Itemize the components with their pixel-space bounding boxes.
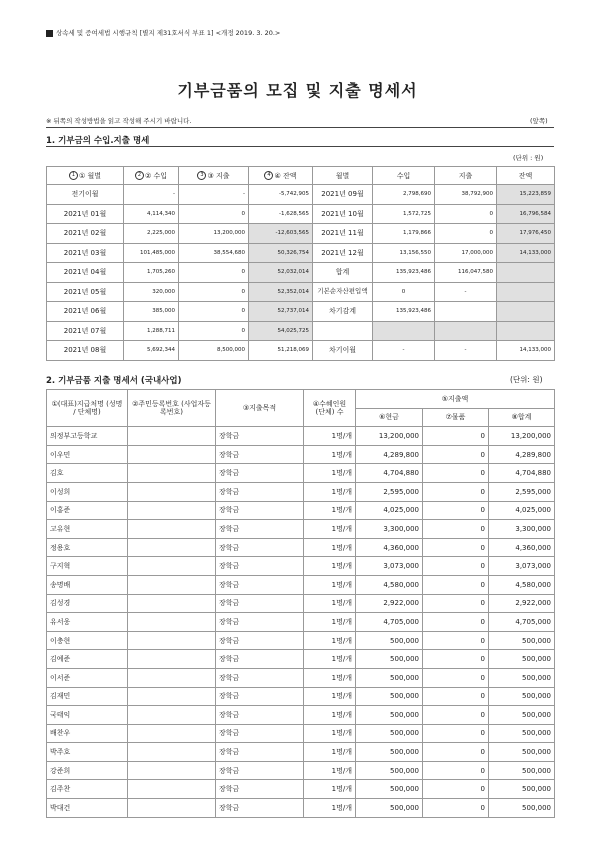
table-row <box>47 780 555 799</box>
month-cell: 2021년 08월 <box>47 341 124 361</box>
amount-cell: - <box>435 341 497 361</box>
amount-cell: 0 <box>435 204 497 224</box>
purpose-cell: 장학금 <box>216 594 304 613</box>
recipient-cell: 박주호 <box>47 743 128 762</box>
cash-cell: 4,360,000 <box>356 538 423 557</box>
total-cell: 500,000 <box>489 761 555 780</box>
registration-cell <box>128 464 216 483</box>
purpose-cell: 장학금 <box>216 780 304 799</box>
beneficiary-cell: 1명/개 <box>304 520 356 539</box>
amount-cell: 17,000,000 <box>435 243 497 263</box>
amount-cell <box>435 302 497 322</box>
month-cell: 기본순자산편입액 <box>313 282 373 302</box>
registration-cell <box>128 780 216 799</box>
amount-cell <box>497 282 555 302</box>
recipient-cell: 이충현 <box>47 631 128 650</box>
amount-cell <box>497 321 555 341</box>
month-cell: 2021년 03월 <box>47 243 124 263</box>
beneficiary-cell: 1명/개 <box>304 557 356 576</box>
registration-cell <box>128 687 216 706</box>
section2-unit: (단위: 원) <box>510 375 543 384</box>
table-row <box>47 761 555 780</box>
amount-cell: 0 <box>179 282 249 302</box>
recipient-cell: 고유현 <box>47 520 128 539</box>
amount-cell: -12,603,565 <box>249 224 313 244</box>
purpose-cell: 장학금 <box>216 445 304 464</box>
recipient-cell: 국태익 <box>47 706 128 725</box>
month-cell: 2021년 05월 <box>47 282 124 302</box>
registration-cell <box>128 445 216 464</box>
section1-unit: (단위 : 원) <box>513 154 544 162</box>
recipient-cell: 김재민 <box>47 687 128 706</box>
column-header: 잔액 <box>497 167 555 185</box>
cash-cell: 3,300,000 <box>356 520 423 539</box>
table-row <box>47 185 555 205</box>
col-label: ② 수입 <box>144 171 168 180</box>
goods-cell: 0 <box>423 538 489 557</box>
divider <box>46 127 554 128</box>
amount-cell: 0 <box>179 302 249 322</box>
recipient-cell: 송명배 <box>47 575 128 594</box>
circled-number-icon: 1 <box>69 171 78 180</box>
amount-cell: 135,923,486 <box>373 302 435 322</box>
amount-cell: 8,500,000 <box>179 341 249 361</box>
amount-cell: -5,742,905 <box>249 185 313 205</box>
goods-cell: 0 <box>423 594 489 613</box>
purpose-cell: 장학금 <box>216 520 304 539</box>
goods-cell: 0 <box>423 427 489 446</box>
goods-cell: 0 <box>423 743 489 762</box>
beneficiary-cell: 1명/개 <box>304 445 356 464</box>
recipient-cell: 정용호 <box>47 538 128 557</box>
table-row <box>47 743 555 762</box>
beneficiary-cell: 1명/개 <box>304 799 356 818</box>
circled-number-icon: 4 <box>264 171 273 180</box>
amount-cell: 52,352,014 <box>249 282 313 302</box>
table-row <box>47 631 555 650</box>
month-cell: 차기감계 <box>313 302 373 322</box>
col-label: ① 월별 <box>78 171 102 180</box>
cash-cell: 500,000 <box>356 687 423 706</box>
amount-cell: 0 <box>373 282 435 302</box>
goods-cell: 0 <box>423 706 489 725</box>
total-cell: 500,000 <box>489 631 555 650</box>
registration-cell <box>128 668 216 687</box>
amount-cell: 38,792,900 <box>435 185 497 205</box>
cash-cell: 4,580,000 <box>356 575 423 594</box>
cash-cell: 3,073,000 <box>356 557 423 576</box>
col-label: ③ 지출 <box>207 171 230 180</box>
total-cell: 13,200,000 <box>489 427 555 446</box>
recipient-cell: 이우민 <box>47 445 128 464</box>
month-cell: 2021년 09월 <box>313 185 373 205</box>
amount-cell <box>373 321 435 341</box>
cash-cell: 500,000 <box>356 650 423 669</box>
column-header <box>47 167 124 185</box>
total-cell: 500,000 <box>489 743 555 762</box>
month-cell: 2021년 02월 <box>47 224 124 244</box>
month-cell <box>313 321 373 341</box>
table-row <box>47 575 555 594</box>
registration-cell <box>128 482 216 501</box>
purpose-cell: 장학금 <box>216 724 304 743</box>
recipient-cell: 김호 <box>47 464 128 483</box>
purpose-cell: 장학금 <box>216 575 304 594</box>
purpose-cell: 장학금 <box>216 482 304 501</box>
table-row <box>47 613 555 632</box>
registration-cell <box>128 724 216 743</box>
column-header <box>124 167 179 185</box>
table-row <box>47 282 555 302</box>
amount-cell: 385,000 <box>124 302 179 322</box>
recipient-cell: 박대건 <box>47 799 128 818</box>
amount-cell: 2,798,690 <box>373 185 435 205</box>
purpose-cell: 장학금 <box>216 743 304 762</box>
beneficiary-cell: 1명/개 <box>304 464 356 483</box>
recipient-cell: 이홍준 <box>47 501 128 520</box>
registration-cell <box>128 631 216 650</box>
beneficiary-cell: 1명/개 <box>304 482 356 501</box>
registration-cell <box>128 650 216 669</box>
amount-cell: -1,628,565 <box>249 204 313 224</box>
cash-cell: 2,922,000 <box>356 594 423 613</box>
column-header <box>249 167 313 185</box>
beneficiary-cell: 1명/개 <box>304 706 356 725</box>
recipient-cell: 구지혁 <box>47 557 128 576</box>
form-reference <box>46 28 280 37</box>
goods-cell: 0 <box>423 761 489 780</box>
circled-number-icon: 3 <box>197 171 206 180</box>
cash-cell: 4,289,800 <box>356 445 423 464</box>
amount-cell: 0 <box>179 204 249 224</box>
beneficiary-cell: 1명/개 <box>304 761 356 780</box>
beneficiary-cell: 1명/개 <box>304 631 356 650</box>
recipient-cell: 유서웅 <box>47 613 128 632</box>
table-row <box>47 538 555 557</box>
amount-cell: - <box>179 185 249 205</box>
total-cell: 500,000 <box>489 799 555 818</box>
amount-cell: 13,156,550 <box>373 243 435 263</box>
month-cell: 2021년 07월 <box>47 321 124 341</box>
amount-cell: 135,923,486 <box>373 263 435 283</box>
registration-cell <box>128 538 216 557</box>
table-row <box>47 594 555 613</box>
purpose-cell: 장학금 <box>216 631 304 650</box>
total-cell: 3,300,000 <box>489 520 555 539</box>
registration-cell <box>128 743 216 762</box>
amount-cell: 320,000 <box>124 282 179 302</box>
beneficiary-cell: 1명/개 <box>304 687 356 706</box>
amount-cell: 13,200,000 <box>179 224 249 244</box>
registration-cell <box>128 520 216 539</box>
table-row <box>47 243 555 263</box>
recipient-cell: 김성경 <box>47 594 128 613</box>
total-cell: 4,704,880 <box>489 464 555 483</box>
total-cell: 4,025,000 <box>489 501 555 520</box>
table-row <box>47 224 555 244</box>
goods-cell: 0 <box>423 520 489 539</box>
beneficiary-cell: 1명/개 <box>304 780 356 799</box>
goods-cell: 0 <box>423 799 489 818</box>
purpose-cell: 장학금 <box>216 427 304 446</box>
cash-cell: 500,000 <box>356 706 423 725</box>
recipient-cell: 이서준 <box>47 668 128 687</box>
table-row <box>47 482 555 501</box>
beneficiary-cell: 1명/개 <box>304 501 356 520</box>
total-cell: 500,000 <box>489 780 555 799</box>
recipient-cell: 김예준 <box>47 650 128 669</box>
recipient-cell: 김주찬 <box>47 780 128 799</box>
table-header-row <box>47 167 555 185</box>
total-cell: 500,000 <box>489 687 555 706</box>
amount-cell <box>435 321 497 341</box>
header-recipient: ①(대표)지급처명 (성명 / 단체명) <box>47 390 128 427</box>
form-reference-text: 상속세 및 증여세법 시행규칙 [별지 제31호서식 부표 1] <개정 2019. 3. 20.> <box>56 29 281 37</box>
amount-cell: 54,025,725 <box>249 321 313 341</box>
amount-cell: 116,047,580 <box>435 263 497 283</box>
section1-title: 1. 기부금의 수입.지출 명세 <box>46 136 150 146</box>
purpose-cell: 장학금 <box>216 501 304 520</box>
beneficiary-cell: 1명/개 <box>304 724 356 743</box>
amount-cell: 15,223,859 <box>497 185 555 205</box>
amount-cell: 51,218,069 <box>249 341 313 361</box>
amount-cell: 16,796,584 <box>497 204 555 224</box>
recipient-cell: 강준희 <box>47 761 128 780</box>
cash-cell: 2,595,000 <box>356 482 423 501</box>
amount-cell: 52,032,014 <box>249 263 313 283</box>
purpose-cell: 장학금 <box>216 706 304 725</box>
registration-cell <box>128 799 216 818</box>
total-cell: 4,360,000 <box>489 538 555 557</box>
goods-cell: 0 <box>423 557 489 576</box>
header-total: ⑧합계 <box>489 408 555 427</box>
beneficiary-cell: 1명/개 <box>304 575 356 594</box>
amount-cell: 1,705,260 <box>124 263 179 283</box>
amount-cell: 4,114,340 <box>124 204 179 224</box>
header-amount-group: ⑤지출액 <box>356 390 555 409</box>
month-cell: 합계 <box>313 263 373 283</box>
registration-cell <box>128 427 216 446</box>
amount-cell: 0 <box>179 321 249 341</box>
goods-cell: 0 <box>423 724 489 743</box>
donation-expenditure-table <box>46 389 555 818</box>
amount-cell: 1,288,711 <box>124 321 179 341</box>
month-cell: 2021년 10월 <box>313 204 373 224</box>
amount-cell: 14,133,000 <box>497 341 555 361</box>
goods-cell: 0 <box>423 464 489 483</box>
total-cell: 500,000 <box>489 706 555 725</box>
table-row <box>47 668 555 687</box>
goods-cell: 0 <box>423 482 489 501</box>
beneficiary-cell: 1명/개 <box>304 538 356 557</box>
document-title: 기부금품의 모집 및 지출 명세서 <box>177 81 418 100</box>
beneficiary-cell: 1명/개 <box>304 594 356 613</box>
donation-expenditure-body <box>47 427 555 817</box>
total-cell: 4,580,000 <box>489 575 555 594</box>
amount-cell: 0 <box>179 263 249 283</box>
table-row <box>47 445 555 464</box>
table-row <box>47 520 555 539</box>
cash-cell: 13,200,000 <box>356 427 423 446</box>
registration-cell <box>128 761 216 780</box>
beneficiary-cell: 1명/개 <box>304 613 356 632</box>
amount-cell: 14,133,000 <box>497 243 555 263</box>
goods-cell: 0 <box>423 501 489 520</box>
divider <box>46 146 554 147</box>
cash-cell: 500,000 <box>356 743 423 762</box>
amount-cell: 1,572,725 <box>373 204 435 224</box>
goods-cell: 0 <box>423 650 489 669</box>
table-row <box>47 321 555 341</box>
table-row <box>47 464 555 483</box>
table-row <box>47 341 555 361</box>
amount-cell: - <box>373 341 435 361</box>
month-cell: 2021년 11월 <box>313 224 373 244</box>
purpose-cell: 장학금 <box>216 687 304 706</box>
table-row <box>47 302 555 322</box>
amount-cell: 1,179,866 <box>373 224 435 244</box>
amount-cell: - <box>435 282 497 302</box>
total-cell: 2,922,000 <box>489 594 555 613</box>
header-registration-no: ②주민등록번호 (사업자등록번호) <box>128 390 216 427</box>
purpose-cell: 장학금 <box>216 650 304 669</box>
cash-cell: 500,000 <box>356 780 423 799</box>
month-cell: 차기이월 <box>313 341 373 361</box>
cash-cell: 4,705,000 <box>356 613 423 632</box>
table-row <box>47 799 555 818</box>
amount-cell: 101,485,000 <box>124 243 179 263</box>
column-header <box>179 167 249 185</box>
recipient-cell: 배찬우 <box>47 724 128 743</box>
purpose-cell: 장학금 <box>216 668 304 687</box>
registration-cell <box>128 575 216 594</box>
header-goods: ⑦물품 <box>423 408 489 427</box>
circled-number-icon: 2 <box>135 171 144 180</box>
total-cell: 4,289,800 <box>489 445 555 464</box>
table-row <box>47 501 555 520</box>
table-row <box>47 557 555 576</box>
cash-cell: 500,000 <box>356 799 423 818</box>
total-cell: 2,595,000 <box>489 482 555 501</box>
beneficiary-cell: 1명/개 <box>304 427 356 446</box>
cash-cell: 4,704,880 <box>356 464 423 483</box>
recipient-cell: 의정부고등학교 <box>47 427 128 446</box>
goods-cell: 0 <box>423 631 489 650</box>
registration-cell <box>128 706 216 725</box>
beneficiary-cell: 1명/개 <box>304 650 356 669</box>
amount-cell: - <box>124 185 179 205</box>
total-cell: 500,000 <box>489 650 555 669</box>
cash-cell: 500,000 <box>356 724 423 743</box>
month-cell: 2021년 04월 <box>47 263 124 283</box>
purpose-cell: 장학금 <box>216 761 304 780</box>
cash-cell: 4,025,000 <box>356 501 423 520</box>
income-expense-body <box>47 185 555 361</box>
square-bullet-icon <box>46 30 53 37</box>
goods-cell: 0 <box>423 780 489 799</box>
month-cell: 2021년 12월 <box>313 243 373 263</box>
amount-cell: 2,225,000 <box>124 224 179 244</box>
total-cell: 500,000 <box>489 668 555 687</box>
month-cell: 2021년 06월 <box>47 302 124 322</box>
registration-cell <box>128 557 216 576</box>
amount-cell: 50,326,754 <box>249 243 313 263</box>
month-cell: 2021년 01월 <box>47 204 124 224</box>
cash-cell: 500,000 <box>356 631 423 650</box>
column-header: 월별 <box>313 167 373 185</box>
amount-cell <box>497 302 555 322</box>
table-row <box>47 724 555 743</box>
amount-cell: 17,976,450 <box>497 224 555 244</box>
registration-cell <box>128 613 216 632</box>
section2-title: 2. 기부금품 지출 명세서 (국내사업) <box>46 376 182 386</box>
table-row <box>47 427 555 446</box>
instruction-note: ※ 뒤쪽의 작성방법을 읽고 작성해 주시기 바랍니다. <box>46 117 192 125</box>
page-side-label: (앞쪽) <box>530 117 548 125</box>
cash-cell: 500,000 <box>356 761 423 780</box>
cash-cell: 500,000 <box>356 668 423 687</box>
goods-cell: 0 <box>423 575 489 594</box>
amount-cell: 52,737,014 <box>249 302 313 322</box>
amount-cell <box>497 263 555 283</box>
beneficiary-cell: 1명/개 <box>304 743 356 762</box>
goods-cell: 0 <box>423 445 489 464</box>
registration-cell <box>128 501 216 520</box>
header-cash: ⑥현금 <box>356 408 423 427</box>
table-row <box>47 706 555 725</box>
header-beneficiaries: ④수혜인원 (단체) 수 <box>304 390 356 427</box>
amount-cell: 38,554,680 <box>179 243 249 263</box>
total-cell: 3,073,000 <box>489 557 555 576</box>
purpose-cell: 장학금 <box>216 538 304 557</box>
goods-cell: 0 <box>423 687 489 706</box>
col-label: ④ 잔액 <box>274 171 297 180</box>
goods-cell: 0 <box>423 613 489 632</box>
amount-cell: 0 <box>435 224 497 244</box>
total-cell: 500,000 <box>489 724 555 743</box>
table-row <box>47 204 555 224</box>
income-expense-table <box>46 166 555 361</box>
column-header: 지출 <box>435 167 497 185</box>
table-row <box>47 263 555 283</box>
column-header: 수입 <box>373 167 435 185</box>
purpose-cell: 장학금 <box>216 613 304 632</box>
total-cell: 4,705,000 <box>489 613 555 632</box>
amount-cell: 5,692,344 <box>124 341 179 361</box>
table-row <box>47 687 555 706</box>
header-purpose: ③지출목적 <box>216 390 304 427</box>
goods-cell: 0 <box>423 668 489 687</box>
purpose-cell: 장학금 <box>216 464 304 483</box>
recipient-cell: 이성희 <box>47 482 128 501</box>
purpose-cell: 장학금 <box>216 557 304 576</box>
beneficiary-cell: 1명/개 <box>304 668 356 687</box>
table-row <box>47 650 555 669</box>
table-header-row <box>47 390 555 409</box>
purpose-cell: 장학금 <box>216 799 304 818</box>
month-cell: 전기이월 <box>47 185 124 205</box>
registration-cell <box>128 594 216 613</box>
